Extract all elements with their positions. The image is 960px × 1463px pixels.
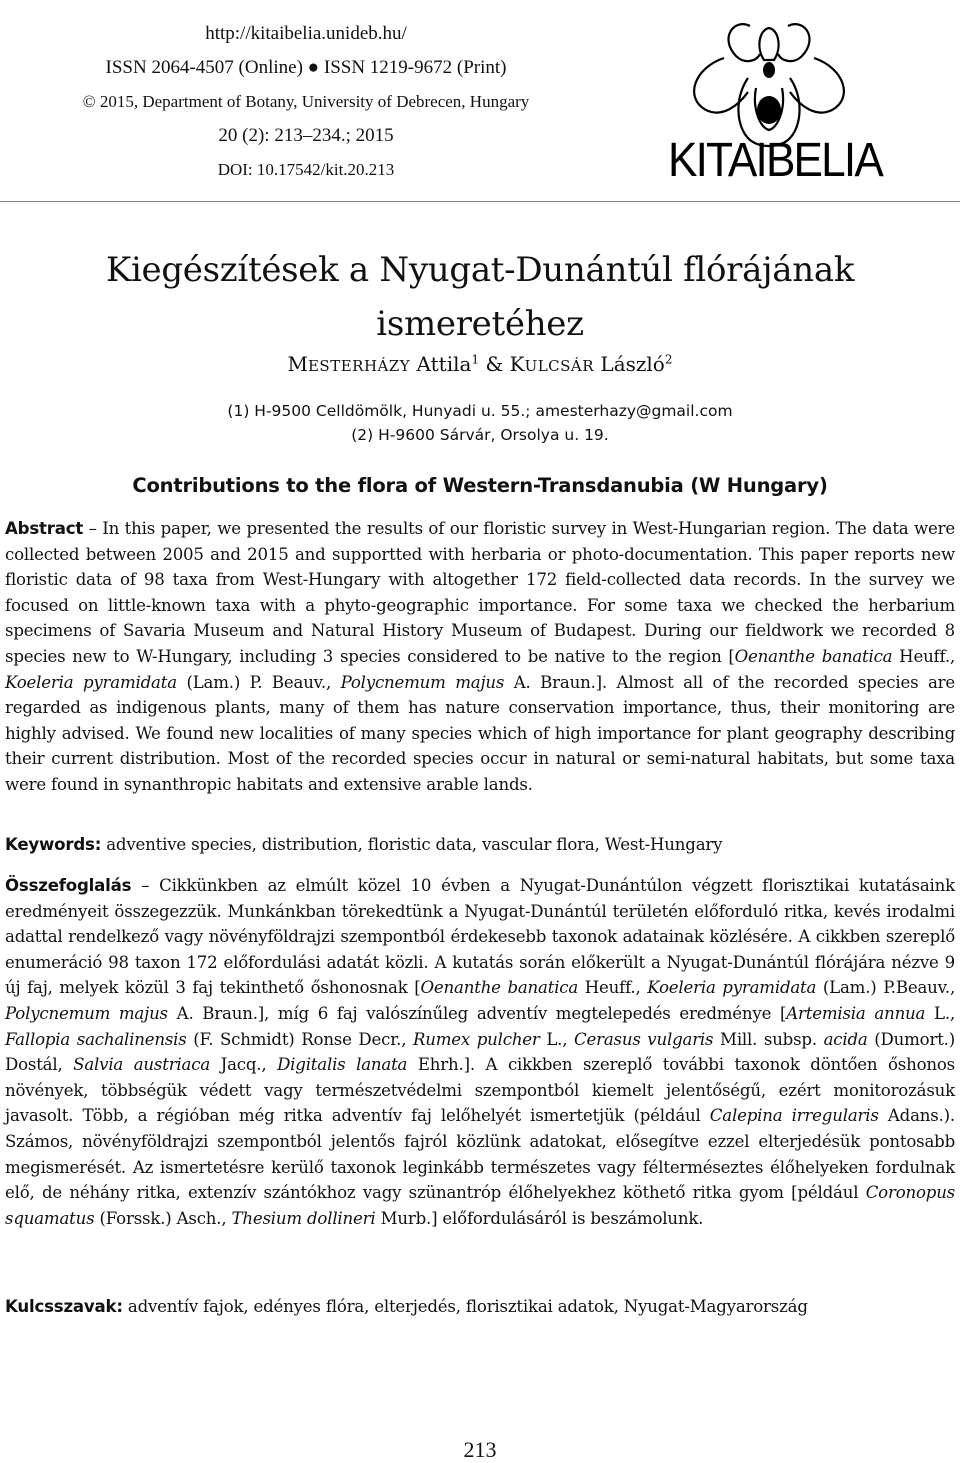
keywords-label: Keywords: <box>5 835 102 854</box>
address-1: (1) H-9500 Celldömölk, Hunyadi u. 55.; amesterhazy@gmail.com <box>227 402 733 420</box>
journal-url[interactable]: http://kitaibelia.unideb.hu/ <box>205 23 407 44</box>
hungarian-summary: Összefoglalás – Cikkünkben az elmúlt közel 10 évben a Nyugat-Dunántúlon végzett florisztikai kutatásaink eredményeit összegezzük. Munkánkban törekedtünk a Nyugat-Dunántúl területén előforduló ritka, kevés irodalmi adattal rendelkező vagy növényföldrajzi szempontból érdekesebb taxonok adatainak közlésére. A cikkben szereplő enumeráció 98 taxon 172 előfordulási adatát közli. A kutatás során előkerült a Nyugat-Dunántúl flórájára nézve 9 új faj, melyek közül 3 faj tekinthető őshonosnak [Oenanthe banatica Heuff., Koeleria pyramidata (Lam.) P.Beauv., Polycnemum majus A. Braun.], míg 6 faj valószínűleg adventív megtelepedés eredménye [Artemisia annua L., Fallopia sachalinensis (F. Schmidt) Ronse Decr., Rumex pulcher L., Cerasus vulgaris Mill. subsp. acida (Dumort.) Dostál, Salvia austriaca Jacq., Digitalis lanata Ehrh.]. A cikkben szereplő további taxonok döntően őshonos növények, többségük védett vagy természetvédelmi szempontból kiemelt jelentőségű, ezért monitorozásuk javasolt. Több, a régióban még ritka adventív faj lelőhelyét ismertetjük (például Calepina irregularis Adans.). Számos, növényföldrajzi szempontból jelentős fajról közlünk adatokat, elősegítve ezzel elterjedésük pontosabb megismerését. Az ismertetésre kerülő taxonok leginkább természetes vagy félterméseztes élőhelyeken fordulnak elő, de néhány ritka, extenzív szántókhoz vagy szünantróp élőhelyekhez köthető ritka gyom [például Coronopus squamatus (Forssk.) Asch., Thesium dollineri Murb.] előfordulásáról is beszámolunk. <box>5 876 956 1228</box>
summary-label: Összefoglalás <box>5 876 132 895</box>
journal-volume: 20 (2): 213–234.; 2015 <box>218 125 394 146</box>
author-1: MESTERHÁZY Attila$^1$ <box>287 352 480 376</box>
kulcsszavak: Kulcsszavak: adventív fajok, edényes flóra, elterjedés, florisztikai adatok, Nyugat-Magyarország <box>5 1297 808 1316</box>
kitaibelia-logo-text: KITAIBELIA <box>668 134 882 187</box>
journal-doi[interactable]: DOI: 10.17542/kit.20.213 <box>217 160 395 179</box>
address-2: (2) H-9600 Sárvár, Orsolya u. 19. <box>351 426 609 444</box>
keywords: Keywords: adventive species, distribution, floristic data, vascular flora, West-Hungary <box>5 835 723 854</box>
header-divider <box>0 201 960 202</box>
journal-issn: ISSN 2064-4507 (Online) ● ISSN 1219-9672 (Print) <box>105 57 507 78</box>
paper-title-line1: Kiegészítések a Nyugat-Dunántúl flórájának <box>105 250 855 290</box>
author-list <box>0 352 960 376</box>
paper-title-line2: ismeretéhez <box>376 304 584 344</box>
paper-title <box>0 243 960 351</box>
abstract-label: Abstract <box>5 519 84 538</box>
author-separator: & <box>485 352 504 376</box>
journal-copyright: © 2015, Department of Botany, University of Debrecen, Hungary <box>82 92 530 111</box>
kulcsszavak-label: Kulcsszavak: <box>5 1297 123 1316</box>
author-2: KULCSÁR László$^2$ <box>509 352 673 376</box>
journal-header <box>0 22 612 192</box>
english-title: Contributions to the flora of Western-Transdanubia (W Hungary) <box>132 474 828 497</box>
abstract-paragraph: Abstract – In this paper, we presented the results of our floristic survey in West-Hungarian region. The data were collected between 2005 and 2015 and supportted with herbaria or photo-documentation. This paper reports new floristic data of 98 taxa from West-Hungary with altogether 172 field-collected data records. In the survey we focused on little-known taxa with a phyto-geographic importance. For some taxa we checked the herbarium specimens of Savaria Museum and Natural History Museum of Budapest. During our fieldwork we recorded 8 species new to W-Hungary, including 3 species considered to be native to the region [Oenanthe banatica Heuff., Koeleria pyramidata (Lam.) P. Beauv., Polycnemum majus A. Braun.]. Almost all of the recorded species are regarded as indigenous plants, many of them has nature conservation importance, thus, their monitoring are highly advised. We found new localities of many species which of high importance for plant geography describing their current distribution. Most of the recorded species occur in natural or semi-natural habitats, but some taxa were found in synanthropic habitats and extensive arable lands. <box>5 519 956 794</box>
page-number: 213 <box>463 1437 497 1462</box>
